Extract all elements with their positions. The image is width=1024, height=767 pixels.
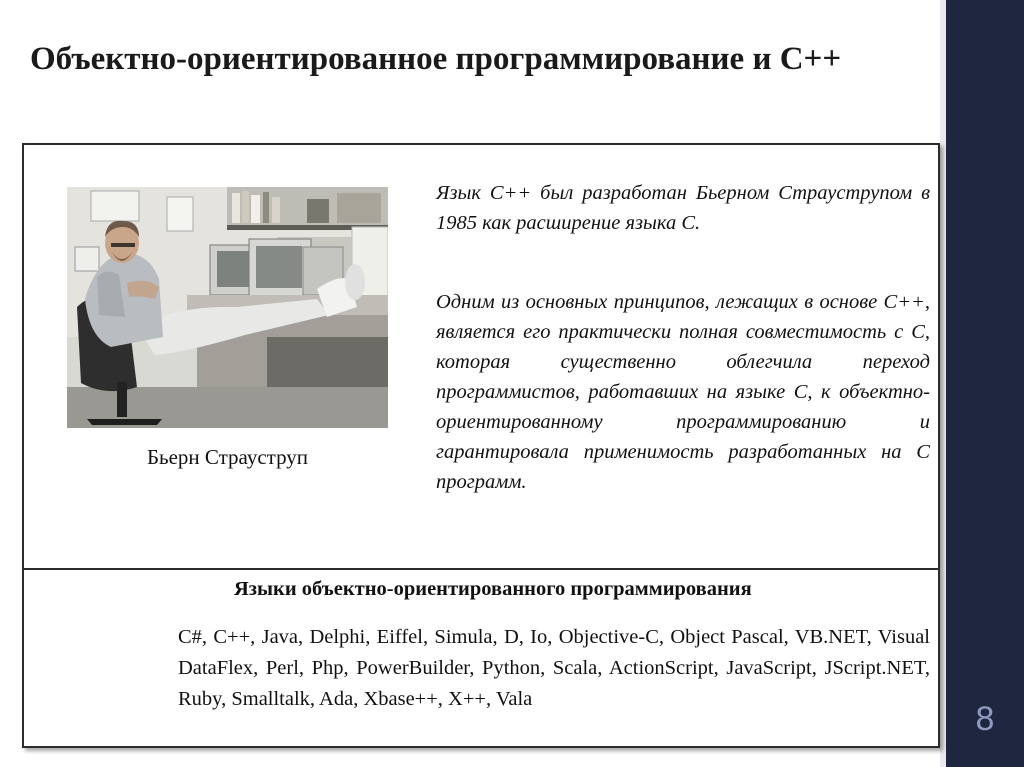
- photo-caption: Бьерн Страуструп: [146, 445, 309, 469]
- languages-heading: Языки объектно-ориентированного программирования: [234, 578, 752, 600]
- right-sidebar: [946, 0, 1024, 767]
- languages-list: C#, C++, Java, Delphi, Eiffel, Simula, D, Io, Objective-C, Object Pascal, VB.NET, Visual DataFlex, Perl, Php, PowerBuilder, Python, Scala, ActionScript, JavaScript, JScript.NET, Ruby, Smalltalk, Ada, Xbase++, X++, Vala: [178, 626, 930, 710]
- content-divider: [22, 568, 940, 570]
- page-number: 8: [975, 700, 995, 738]
- slide-title: Объектно-ориентированное программирование и C++: [30, 41, 842, 77]
- paragraph-history: Язык С++ был разработан Бьерном Страуструпом в 1985 как расширение языка С.: [436, 182, 930, 234]
- photo-of-man-at-computer-desk: [67, 187, 388, 428]
- paragraph-compatibility: Одним из основных принципов, лежащих в основе С++, является его практически полная совместимость с С, которая существенно облегчила переход программистов, работавших на языке С, к объектно-ориентированному программированию и гарантировала применимость разработанных на С программ.: [436, 291, 930, 493]
